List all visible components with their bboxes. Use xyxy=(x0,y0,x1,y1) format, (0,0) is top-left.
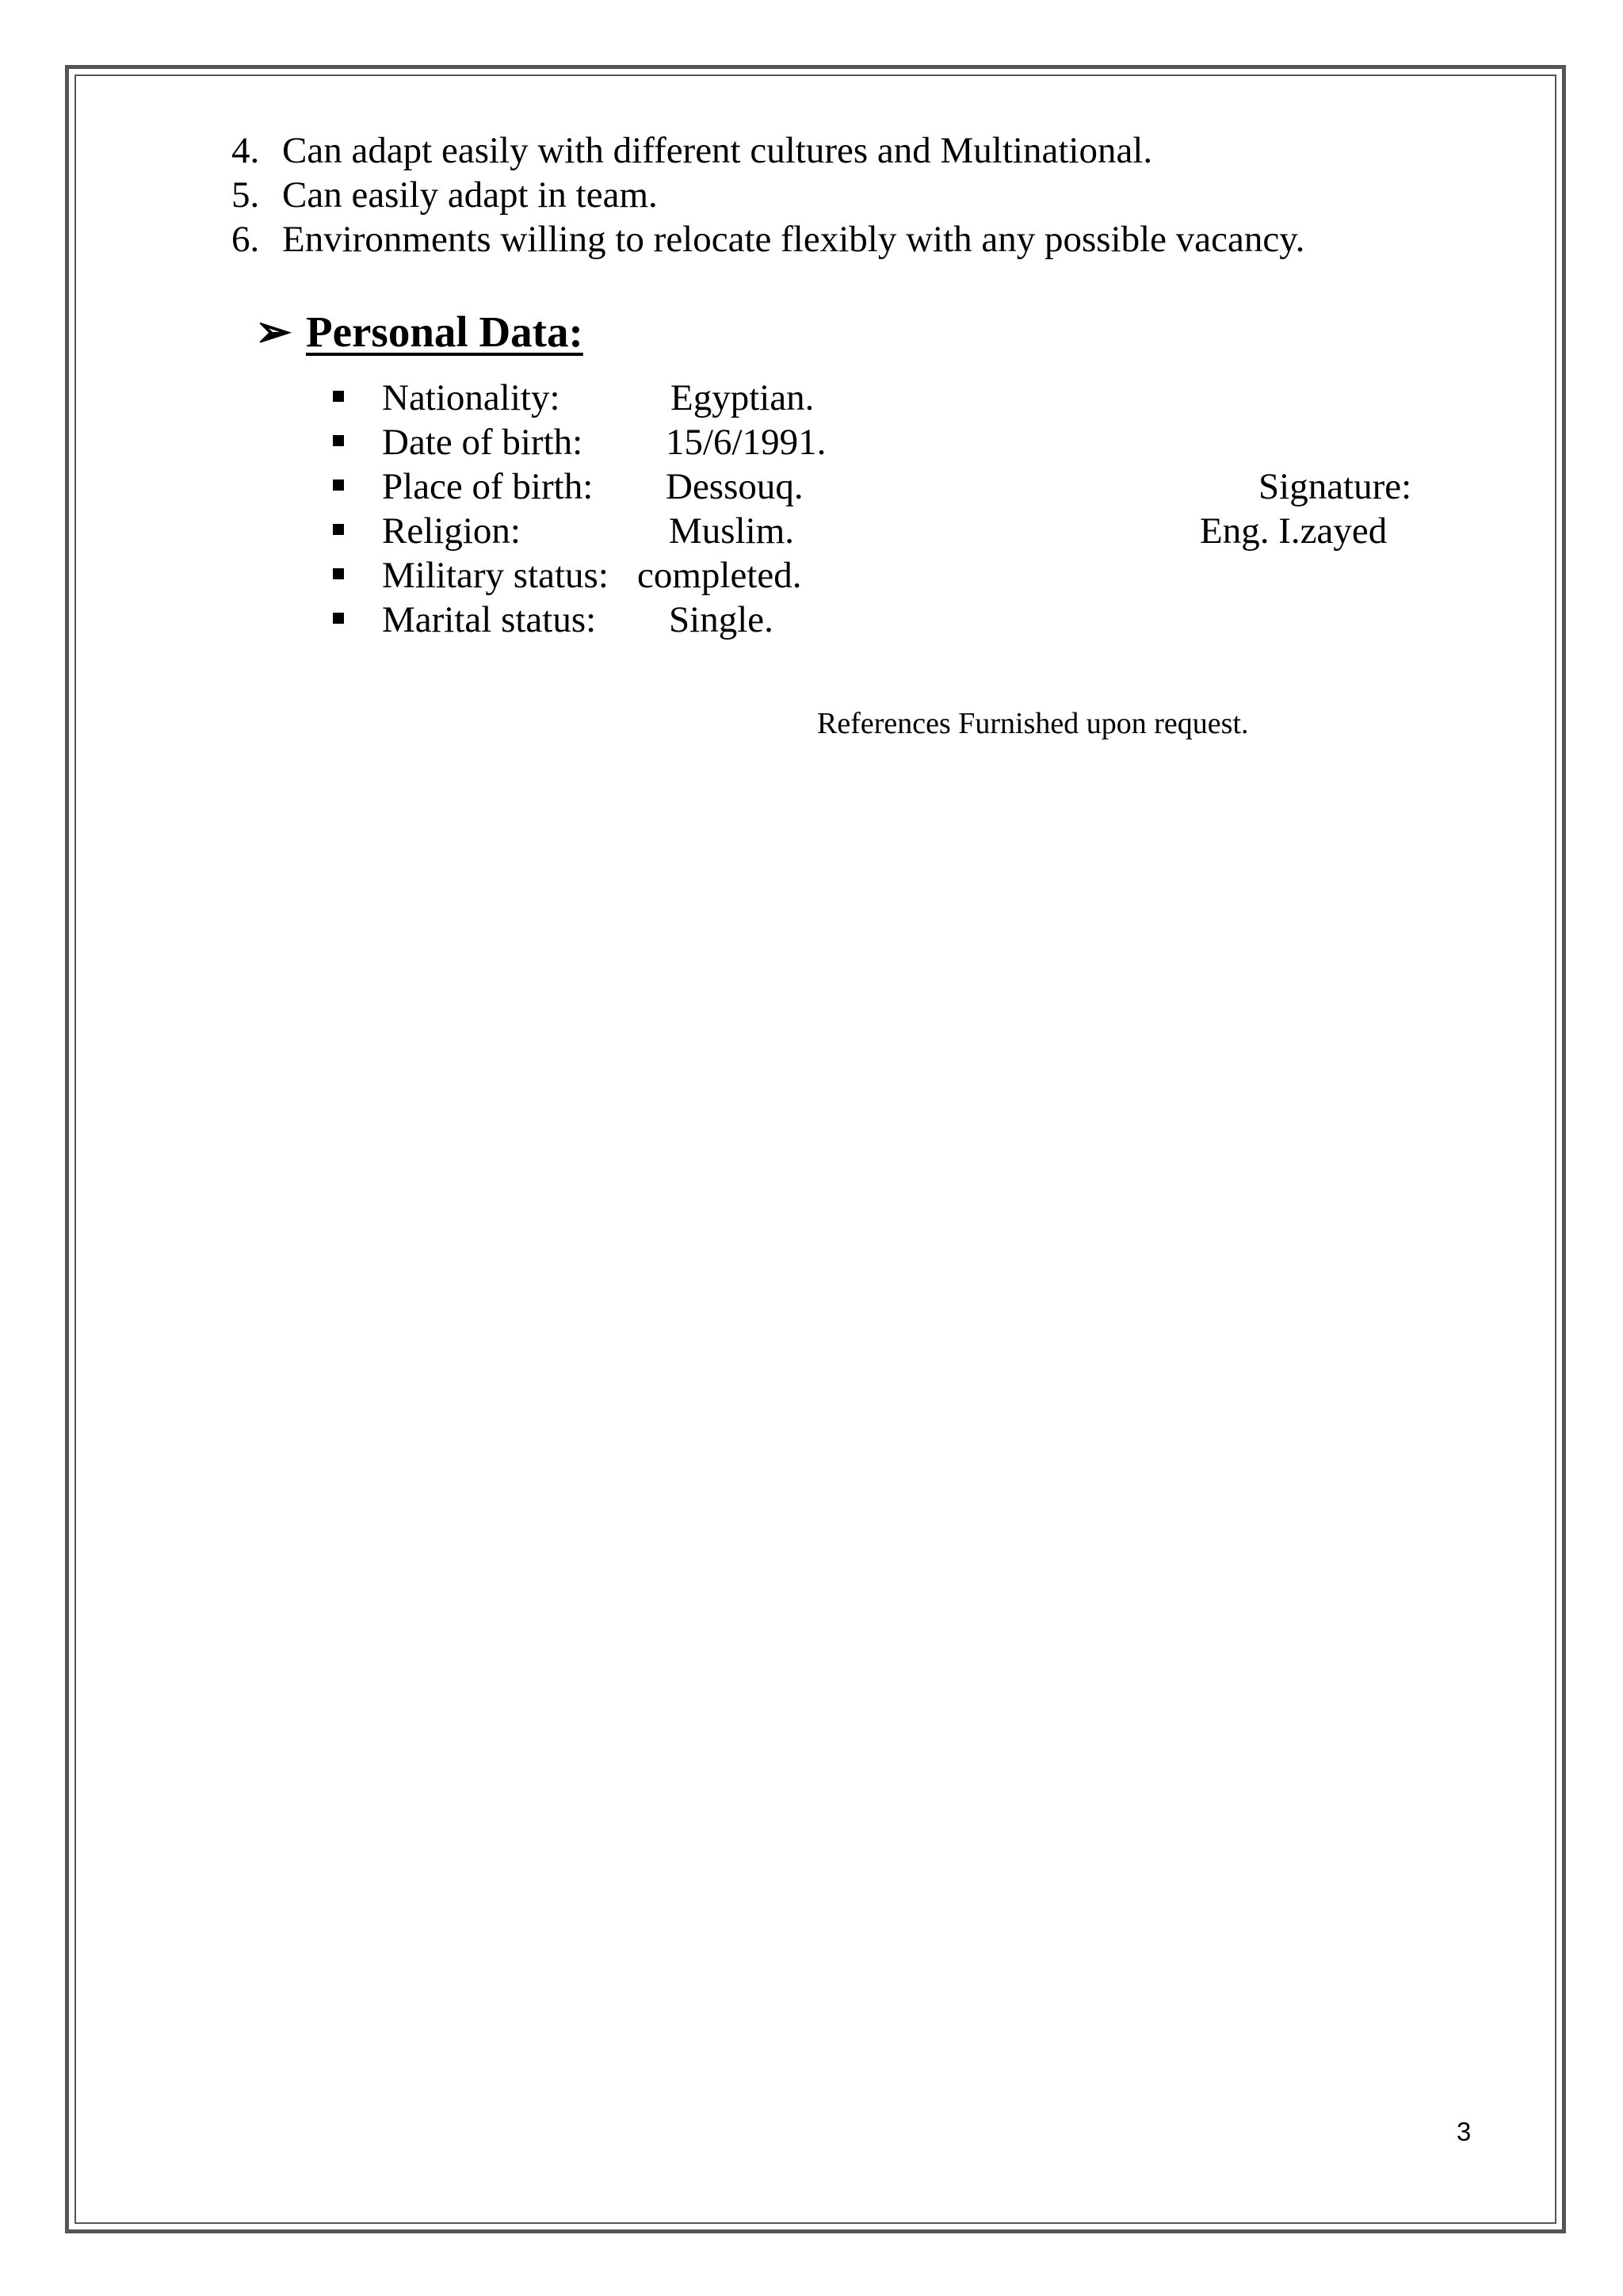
list-item xyxy=(231,128,1499,173)
list-item-number: 4. xyxy=(231,130,260,171)
data-label: Military status: xyxy=(382,555,609,596)
personal-data-heading xyxy=(255,306,583,358)
data-value: Egyptian. xyxy=(670,377,815,418)
data-label: Nationality: xyxy=(382,377,560,418)
references-note: References Furnished upon request. xyxy=(817,707,1249,740)
square-bullet-icon xyxy=(333,391,344,402)
list-item-number: 5. xyxy=(231,174,260,216)
data-label: Place of birth: xyxy=(382,466,594,507)
list-item-number: 6. xyxy=(231,219,260,260)
page-number: 3 xyxy=(1457,2117,1472,2146)
section-title: Personal Data: xyxy=(306,308,583,356)
data-value: completed. xyxy=(637,555,802,596)
data-label: Religion: xyxy=(382,510,521,552)
square-bullet-icon xyxy=(333,435,344,446)
data-value: Single. xyxy=(669,599,773,640)
square-bullet-icon xyxy=(333,568,344,579)
data-label: Marital status: xyxy=(382,599,597,640)
data-value: Dessouq. xyxy=(666,466,804,507)
list-item-text: Environments willing to relocate flexibly with any possible vacancy. xyxy=(282,219,1305,260)
signature-name: Eng. I.zayed xyxy=(1200,510,1388,552)
data-value: Muslim. xyxy=(669,510,795,552)
list-item xyxy=(231,217,1499,262)
square-bullet-icon xyxy=(333,479,344,491)
square-bullet-icon xyxy=(333,524,344,535)
list-item-text: Can easily adapt in team. xyxy=(282,174,658,216)
list-item-text: Can adapt easily with different cultures and Multinational. xyxy=(282,130,1153,171)
numbered-list xyxy=(231,128,1499,262)
square-bullet-icon xyxy=(333,613,344,624)
page-border-inner xyxy=(74,74,1556,2224)
data-value: 15/6/1991. xyxy=(666,422,827,463)
signature-label: Signature: xyxy=(1258,466,1412,507)
data-label: Date of birth: xyxy=(382,422,583,463)
arrow-bullet-icon: ➢ xyxy=(255,308,292,356)
list-item xyxy=(231,173,1499,217)
